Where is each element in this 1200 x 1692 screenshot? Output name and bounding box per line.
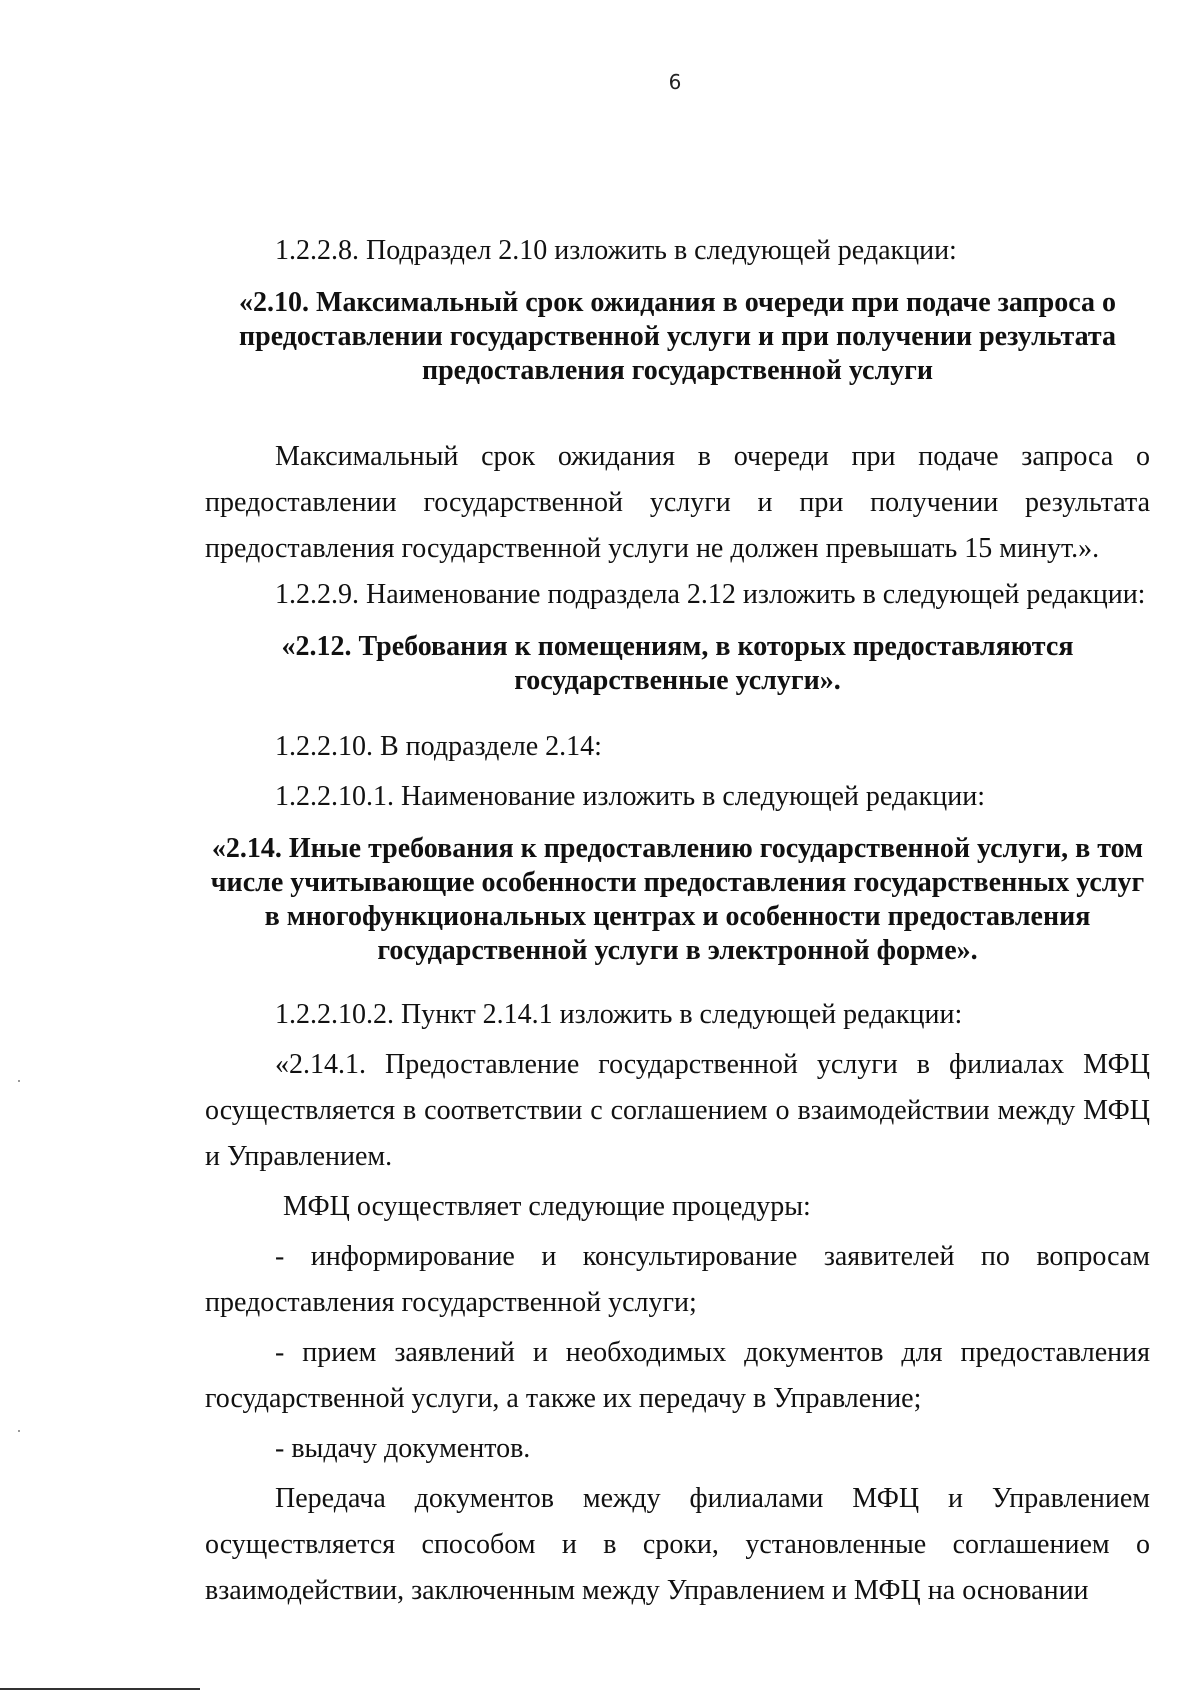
paragraph-1-2-2-10-1: 1.2.2.10.1. Наименование изложить в следующей редакции:	[275, 781, 985, 812]
paragraph-1-2-2-8: 1.2.2.8. Подраздел 2.10 изложить в следующей редакции:	[275, 235, 957, 266]
page-number: 6	[668, 70, 682, 94]
document-body	[205, 228, 1150, 1614]
list-item-issuing: - выдачу документов.	[275, 1433, 531, 1464]
list-item-receiving: - прием заявлений и необходимых документов для предоставления государственной услуги, а также их передачу в Управление;	[205, 1337, 1150, 1414]
scan-speck	[18, 1430, 20, 1432]
paragraph-2-14-1: «2.14.1. Предоставление государственной услуги в филиалах МФЦ осуществляется в соответствии с соглашением о взаимодействии между МФЦ и Управлением.	[205, 1049, 1150, 1172]
paragraph-1-2-2-9: 1.2.2.9. Наименование подраздела 2.12 изложить в следующей редакции:	[275, 579, 1146, 610]
heading-2-14: «2.14. Иные требования к предоставлению государственной услуги, в том числе учитывающие особенности предоставления государственных услуг в многофункциональных центрах и особенности предоставления государственной услуги в электронной форме».	[210, 833, 1145, 966]
paragraph-1-2-2-10-2: 1.2.2.10.2. Пункт 2.14.1 изложить в следующей редакции:	[275, 999, 963, 1030]
paragraph-1-2-2-10: 1.2.2.10. В подразделе 2.14:	[275, 731, 602, 762]
footnote-rule	[0, 1688, 200, 1690]
list-item-informing: - информирование и консультирование заявителей по вопросам предоставления государственной услуги;	[205, 1241, 1150, 1318]
heading-2-10: «2.10. Максимальный срок ожидания в очереди при подаче запроса о предоставлении государственной услуги и при получении результата предоставления государственной услуги	[239, 287, 1116, 386]
paragraph-mfc-procedures: МФЦ осуществляет следующие процедуры:	[283, 1191, 811, 1222]
scan-speck	[18, 1080, 20, 1082]
heading-2-12: «2.12. Требования к помещениям, в которых предоставляются государственные услуги».	[281, 631, 1074, 696]
paragraph-max-wait-time: Максимальный срок ожидания в очереди при подаче запроса о предоставлении государственной услуги и при получении результата предоставления государственной услуги не должен превышать 15 минут.».	[205, 441, 1150, 564]
paragraph-document-transfer: Передача документов между филиалами МФЦ и Управлением осуществляется способом и в сроки, установленные соглашением о взаимодействии, заключенным между Управлением и МФЦ на основании	[205, 1483, 1150, 1606]
